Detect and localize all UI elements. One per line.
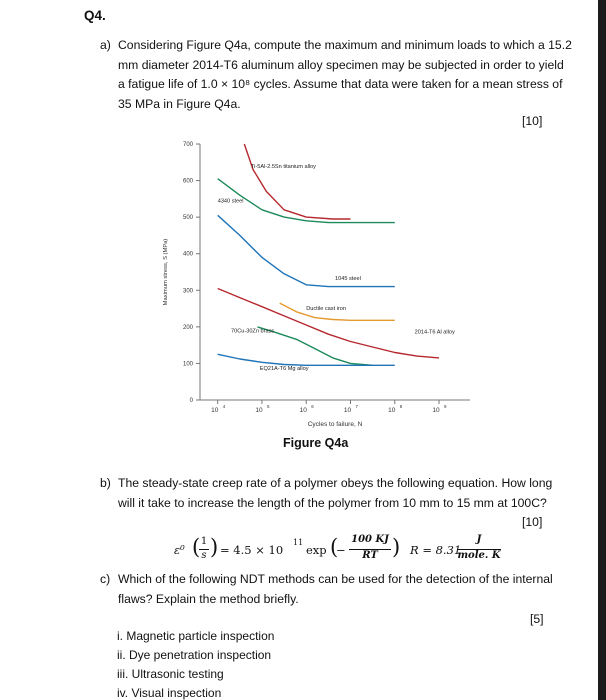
eq-lhs-num: 1 [200,536,208,547]
eq-exp-paren-close: ) [392,535,401,559]
part-b-marks: [10] [522,515,543,529]
x-tick-label-base: 10 [343,407,352,414]
y-tick-label: 0 [189,398,193,404]
eq-coefficient-exponent: 11 [293,538,304,547]
part-c-marks: [5] [530,612,544,626]
figure-caption: Figure Q4a [283,436,349,450]
eq-paren-open: ( [192,535,201,559]
y-tick-label: 200 [182,324,193,331]
x-tick-label-exponent: 5 [266,404,270,409]
part-b-line: The steady-state creep rate of a polymer obeys the following equation. How long [118,476,553,490]
part-a-text [118,36,572,114]
eq-exp-paren-open: ( [330,535,339,559]
part-b-label: b) [100,476,111,490]
part-c-line: Which of the following NDT methods can be used for the detection of the internal [118,572,553,586]
y-tick-label: 300 [182,288,193,295]
sn-fatigue-chart [150,132,550,432]
series-line-4 [218,289,439,358]
series-annotation: Ductile cast iron [306,306,347,313]
eq-coefficient: = 4.5 × 10 [220,543,284,557]
window-edge [598,0,606,700]
series-annotation: EQ21A-T6 Mg alloy [259,366,309,373]
ndt-option: iii. Ultrasonic testing [117,667,224,681]
series-annotation: 4340 steel [217,198,244,205]
part-a-line: Considering Figure Q4a, compute the maximum and minimum loads to which a 15.2 [118,38,572,52]
ndt-option: iv. Visual inspection [117,686,222,700]
series-annotation: 70Cu-30Zn brass [230,328,275,335]
series-annotation: 1045 steel [335,276,361,283]
part-a-line: mm diameter 2014-T6 aluminum alloy specimen may be subjected in order to yield [118,57,564,72]
part-a-marks: [10] [522,114,543,128]
part-b-line: will it take to increase the length of the polymer from 10 mm to 15 mm at 100C? [118,495,547,510]
x-tick-label-base: 10 [255,407,263,414]
series-line-0 [244,144,350,219]
y-axis-label: Maximum stress, S (MPa) [163,238,169,306]
eq-exp-den: RT [362,550,378,561]
series-line-2 [218,215,395,286]
eq-exp-num: 100 KJ [351,534,389,545]
eq-gas-constant: R = 8.31 [410,543,462,557]
y-tick-label: 500 [182,215,193,222]
part-c-line: flaws? Explain the method briefly. [118,591,299,606]
eq-lhs-symbol: ε⁰ [174,543,185,557]
part-b-text [118,474,552,513]
x-tick-label-base: 10 [388,407,396,414]
part-c-label: c) [100,572,111,586]
series-line-5 [258,327,373,365]
eq-exp-word: exp [306,543,327,557]
eq-lhs-den: s [201,550,207,561]
x-tick-label-exponent: 4 [222,404,226,409]
part-a-label: a) [100,38,111,52]
x-tick-label-exponent: 6 [311,404,314,409]
series-line-1 [218,179,395,223]
eq-unit-num: J [476,534,482,545]
ndt-option: i. Magnetic particle inspection [117,629,275,643]
y-tick-label: 400 [182,251,193,258]
series-line-6 [218,354,395,365]
ndt-option: ii. Dye penetration inspection [117,648,272,662]
x-tick-label-base: 10 [299,407,307,414]
x-tick-label-exponent: 8 [399,404,403,409]
x-tick-label-exponent: 9 [444,404,447,409]
y-tick-label: 600 [182,178,193,185]
x-axis-label: Cycles to failure, N [307,421,363,428]
part-a-line: 35 MPa in Figure Q4a. [118,96,241,111]
eq-unit-den: mole. K [457,550,501,561]
part-a-line: a fatigue life of 1.0 × 10⁸ cycles. Assume that data were taken for a mean stress of [118,77,563,91]
series-annotation: 2014-T6 Al alloy [414,329,455,336]
eq-minus-sign: − [336,543,346,557]
y-tick-label: 100 [182,361,193,368]
x-tick-label-base: 10 [211,407,219,414]
eq-paren-close: ) [210,535,219,559]
y-tick-label: 700 [182,142,193,148]
part-c-text [118,570,553,609]
series-annotation: Ti-5Al-2.5Sn titanium alloy [250,163,316,170]
x-tick-label-base: 10 [432,407,440,414]
x-tick-label-exponent: 7 [355,404,359,409]
question-number: Q4. [84,8,106,23]
